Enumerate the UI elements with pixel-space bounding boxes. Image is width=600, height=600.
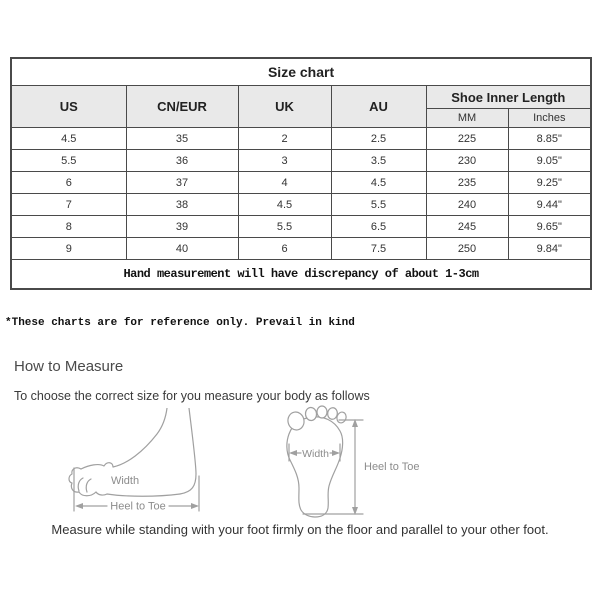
side-foot-illustration [66, 408, 208, 518]
cell-us: 7 [11, 194, 126, 216]
table-footer-note: Hand measurement will have discrepancy of about 1-3cm [11, 260, 591, 290]
cell-cneur: 40 [126, 238, 238, 260]
side-width-label: Width [110, 475, 140, 487]
col-header-cneur: CN/EUR [126, 86, 238, 128]
col-header-us: US [11, 86, 126, 128]
cell-uk: 3 [238, 150, 331, 172]
cell-cneur: 36 [126, 150, 238, 172]
toe-separation-line [86, 479, 91, 492]
size-chart-title: Size chart [11, 58, 591, 86]
toe-separation-line [78, 478, 83, 491]
table-row [11, 216, 591, 238]
table-row [11, 150, 591, 172]
col-header-mm: MM [426, 109, 508, 128]
table-row [11, 194, 591, 216]
foot-toes-line [69, 468, 96, 496]
foot-sole-line [96, 492, 180, 496]
cell-uk: 2 [238, 128, 331, 150]
cell-inches: 9.44" [508, 194, 591, 216]
cell-au: 2.5 [331, 128, 426, 150]
cell-us: 5.5 [11, 150, 126, 172]
col-header-uk: UK [238, 86, 331, 128]
table-row [11, 128, 591, 150]
size-chart-header-row [11, 86, 591, 109]
cell-uk: 5.5 [238, 216, 331, 238]
cell-us: 6 [11, 172, 126, 194]
cell-au: 6.5 [331, 216, 426, 238]
foot-leg-back-line [180, 408, 196, 494]
cell-cneur: 35 [126, 128, 238, 150]
size-chart-title-row [11, 58, 591, 86]
cell-us: 8 [11, 216, 126, 238]
cell-mm: 225 [426, 128, 508, 150]
cell-mm: 230 [426, 150, 508, 172]
cell-inches: 9.84" [508, 238, 591, 260]
cell-mm: 245 [426, 216, 508, 238]
table-row [11, 172, 591, 194]
cell-mm: 250 [426, 238, 508, 260]
table-footer-row [11, 260, 591, 290]
cell-mm: 240 [426, 194, 508, 216]
col-header-inches: Inches [508, 109, 591, 128]
measure-intro-text: To choose the correct size for you measure your body as follows [14, 389, 370, 403]
col-header-au: AU [331, 86, 426, 128]
cell-uk: 4 [238, 172, 331, 194]
cell-cneur: 37 [126, 172, 238, 194]
cell-au: 5.5 [331, 194, 426, 216]
footprint-outline [287, 417, 343, 517]
cell-au: 3.5 [331, 150, 426, 172]
cell-us: 9 [11, 238, 126, 260]
toe [317, 406, 327, 418]
cell-mm: 235 [426, 172, 508, 194]
cell-cneur: 38 [126, 194, 238, 216]
size-chart-table [10, 57, 592, 290]
cell-inches: 9.05" [508, 150, 591, 172]
cell-us: 4.5 [11, 128, 126, 150]
cell-au: 7.5 [331, 238, 426, 260]
cell-au: 4.5 [331, 172, 426, 194]
how-to-measure-heading: How to Measure [14, 358, 124, 375]
cell-inches: 9.25" [508, 172, 591, 194]
table-row [11, 238, 591, 260]
arrowhead-left [75, 503, 83, 509]
cell-cneur: 39 [126, 216, 238, 238]
top-width-label: Width [302, 448, 329, 460]
reference-note: *These charts are for reference only. Prevail in kind [5, 317, 355, 329]
cell-inches: 8.85" [508, 128, 591, 150]
col-header-inner-length: Shoe Inner Length [426, 86, 591, 109]
top-foot-illustration [283, 404, 423, 520]
foot-top-line [81, 408, 167, 469]
measure-instruction: Measure while standing with your foot firmly on the floor and parallel to your other foot. [51, 522, 549, 537]
side-heel-toe-label: Heel to Toe [110, 500, 166, 513]
cell-uk: 6 [238, 238, 331, 260]
cell-uk: 4.5 [238, 194, 331, 216]
toe [305, 407, 317, 421]
arrowhead-right [191, 503, 199, 509]
top-heel-toe-label: Heel to Toe [364, 461, 420, 473]
cell-inches: 9.65" [508, 216, 591, 238]
